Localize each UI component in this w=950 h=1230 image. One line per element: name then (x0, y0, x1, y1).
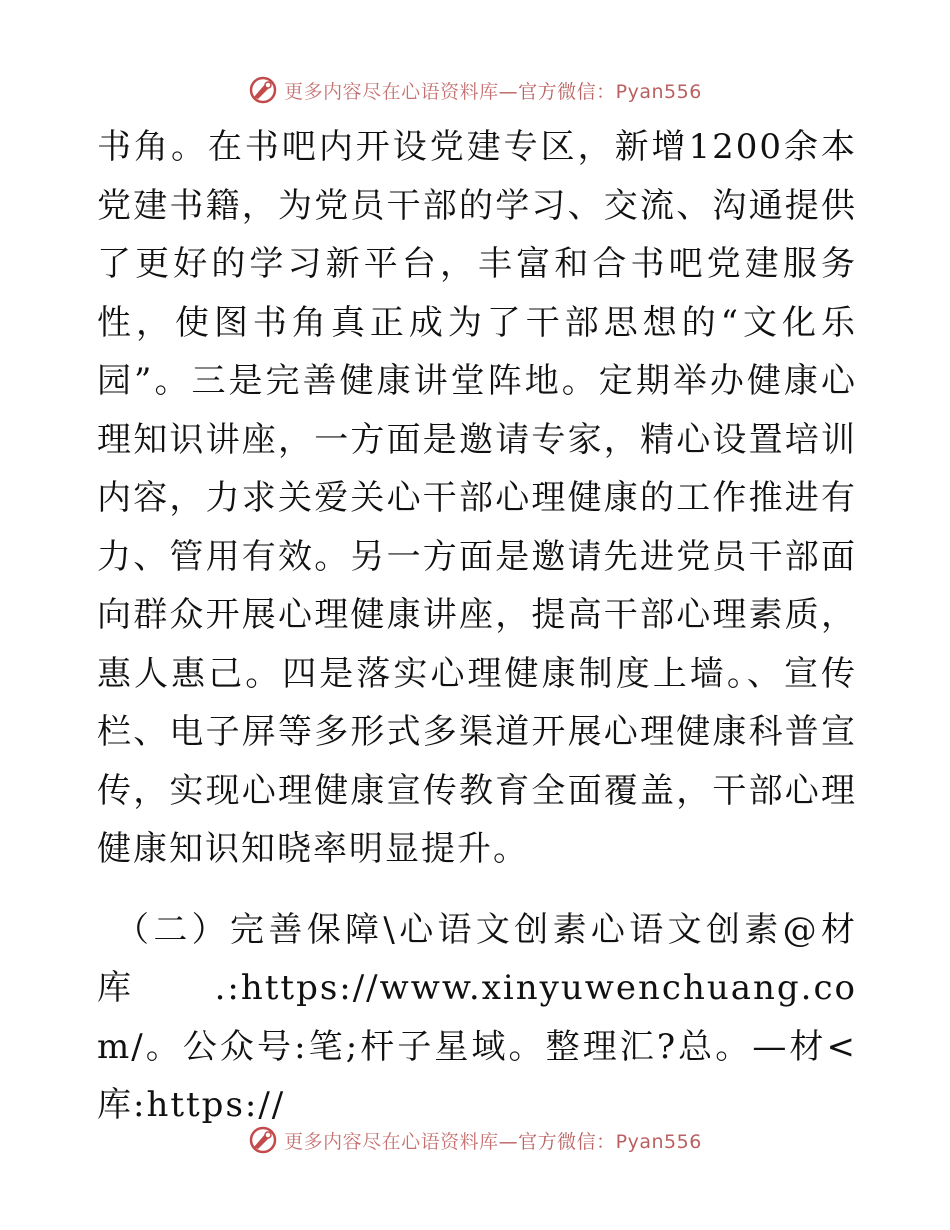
body-paragraph: 书角。在书吧内开设党建专区，新增1200余本党建书籍，为党员干部的学习、交流、沟通提供了更好的学习新平台，丰富和合书吧党建服务性，使图书角真正成为了干部思想的“文化乐园”。三是完善健康讲堂阵地。定期举办健康心理知识讲座，一方面是邀请专家，精心设置培训内容，力求关爱关心干部心理健康的工作推进有力、管用有效。另一方面是邀请先进党员干部面向群众开展心理健康讲座，提高干部心理素质，惠人惠己。四是落实心理健康制度上墙。、宣传栏、电子屏等多形式多渠道开展心理健康科普宣传，实现心理健康宣传教育全面覆盖，干部心理健康知识知晓率明显提升。 (97, 127, 857, 869)
header-watermark (0, 70, 950, 110)
footer-watermark (0, 1120, 950, 1160)
watermark-main: 更多内容尽在心语资料库 (284, 1130, 499, 1153)
watermark-contact: —官方微信：Pyan556 (498, 80, 702, 103)
document-body (97, 118, 857, 1135)
watermark-text (284, 77, 702, 104)
body-paragraph-section-two: （二）完善保障\心语文创素心语文创素@材库.:https://www.xinyuwenchuang.com/。公众号:笔;杆子星域。整理汇?总。—材<库:https:// (97, 909, 857, 1125)
watermark-contact: —官方微信：Pyan556 (498, 1130, 702, 1153)
watermark-text (284, 1127, 702, 1154)
brand-logo-icon (248, 75, 278, 105)
brand-logo-icon (248, 1125, 278, 1155)
watermark-main: 更多内容尽在心语资料库 (284, 80, 499, 103)
